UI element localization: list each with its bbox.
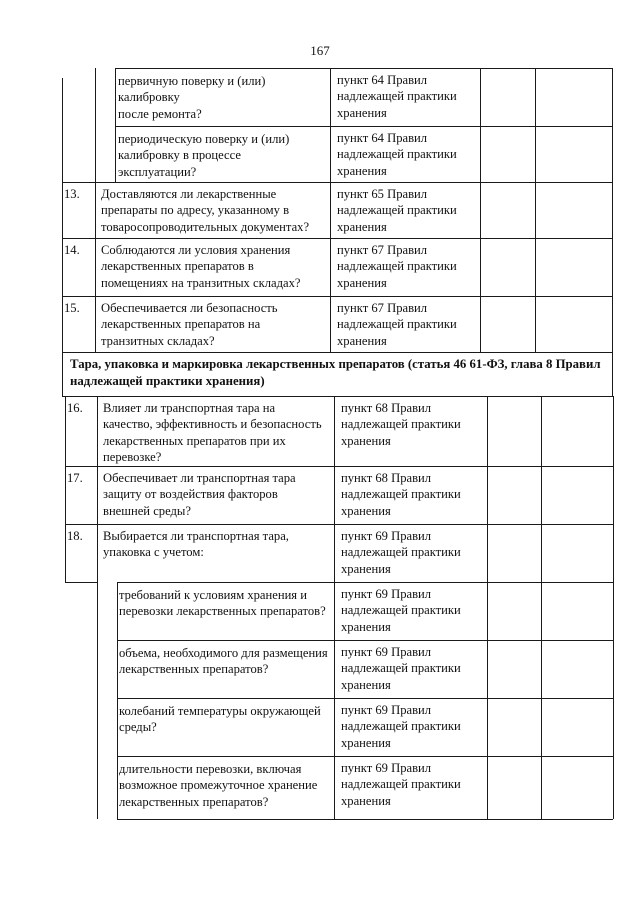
table-row-rule: [117, 582, 613, 583]
question-text: длительности перевозки, включая возможное промежуточное хранение лекарственных препаратов?: [119, 762, 318, 809]
table-row-rule: [62, 182, 612, 183]
table-col-rule: [97, 396, 98, 819]
table-row-rule: [65, 524, 613, 525]
reference-text: пункт 69 Правил надлежащей практики хранения: [341, 703, 461, 750]
reference-text: пункт 69 Правил надлежащей практики хранения: [341, 645, 461, 692]
row-number: 15.: [64, 301, 80, 315]
question-text: Обеспечивается ли безопасность лекарственных препаратов на транзитных складах?: [101, 301, 278, 348]
reference-text: пункт 67 Правил надлежащей практики хранения: [337, 301, 457, 348]
question-text: Соблюдаются ли условия хранения лекарственных препаратов в помещениях на транзитных складах?: [101, 243, 301, 290]
table-col-rule: [62, 182, 63, 352]
row-number: 18.: [67, 529, 83, 543]
row-number: 16.: [67, 401, 83, 415]
question-text: Влияет ли транспортная тара на качество, эффективность и безопасность лекарственных препаратов при их перевозке?: [103, 401, 322, 465]
table-row-rule: [117, 819, 613, 820]
table-row-rule: [65, 582, 97, 583]
table-col-rule: [612, 352, 613, 396]
table-col-rule: [487, 396, 488, 819]
page-number: 167: [310, 43, 330, 58]
table-col-rule: [62, 78, 63, 182]
table-row-rule: [115, 68, 612, 69]
reference-text: пункт 67 Правил надлежащей практики хранения: [337, 243, 457, 290]
row-number: 17.: [67, 471, 83, 485]
reference-text: пункт 68 Правил надлежащей практики хранения: [341, 471, 461, 518]
table-col-rule: [115, 68, 116, 182]
question-text: объема, необходимого для размещения лекарственных препаратов?: [119, 646, 328, 677]
table-col-rule: [65, 396, 66, 582]
table-col-rule: [95, 68, 96, 352]
table-row-rule: [115, 126, 612, 127]
reference-text: пункт 69 Правил надлежащей практики хранения: [341, 587, 461, 634]
table-col-rule: [62, 352, 63, 396]
question-text: Доставляются ли лекарственные препараты по адресу, указанному в товаросопроводительных документах?: [101, 187, 310, 234]
section-heading: Тара, упаковка и маркировка лекарственных препаратов (статья 46 61-ФЗ, глава 8 Правил надлежащей практики хранения): [70, 357, 601, 388]
question-text: Выбирается ли транспортная тара, упаковка с учетом:: [103, 529, 289, 560]
table-row-rule: [62, 238, 612, 239]
table-col-rule: [541, 396, 542, 819]
table-col-rule: [535, 68, 536, 352]
table-row-rule: [65, 396, 613, 397]
question-text: колебаний температуры окружающей среды?: [119, 704, 321, 735]
reference-text: пункт 69 Правил надлежащей практики хранения: [341, 761, 461, 808]
table-col-rule: [330, 68, 331, 352]
table-row-rule: [62, 296, 612, 297]
table-col-rule: [612, 68, 613, 352]
question-text: требований к условиям хранения и перевозки лекарственных препаратов?: [119, 588, 326, 619]
table-row-rule: [62, 352, 612, 353]
reference-text: пункт 65 Правил надлежащей практики хранения: [337, 187, 457, 234]
table-col-rule: [334, 396, 335, 819]
row-number: 14.: [64, 243, 80, 257]
question-text: периодическую поверку и (или) калибровку в процессе эксплуатации?: [118, 132, 290, 179]
reference-text: пункт 68 Правил надлежащей практики хранения: [341, 401, 461, 448]
table-row-rule: [117, 640, 613, 641]
question-text: первичную поверку и (или) калибровку после ремонта?: [118, 74, 266, 121]
row-number: 13.: [64, 187, 80, 201]
reference-text: пункт 64 Правил надлежащей практики хранения: [337, 131, 457, 178]
table-col-rule: [117, 582, 118, 819]
table-row-rule: [117, 756, 613, 757]
table-row-rule: [65, 466, 613, 467]
table-col-rule: [480, 68, 481, 352]
table-row-rule: [117, 698, 613, 699]
reference-text: пункт 69 Правил надлежащей практики хранения: [341, 529, 461, 576]
question-text: Обеспечивает ли транспортная тара защиту от воздействия факторов внешней среды?: [103, 471, 296, 518]
table-col-rule: [613, 396, 614, 819]
reference-text: пункт 64 Правил надлежащей практики хранения: [337, 73, 457, 120]
